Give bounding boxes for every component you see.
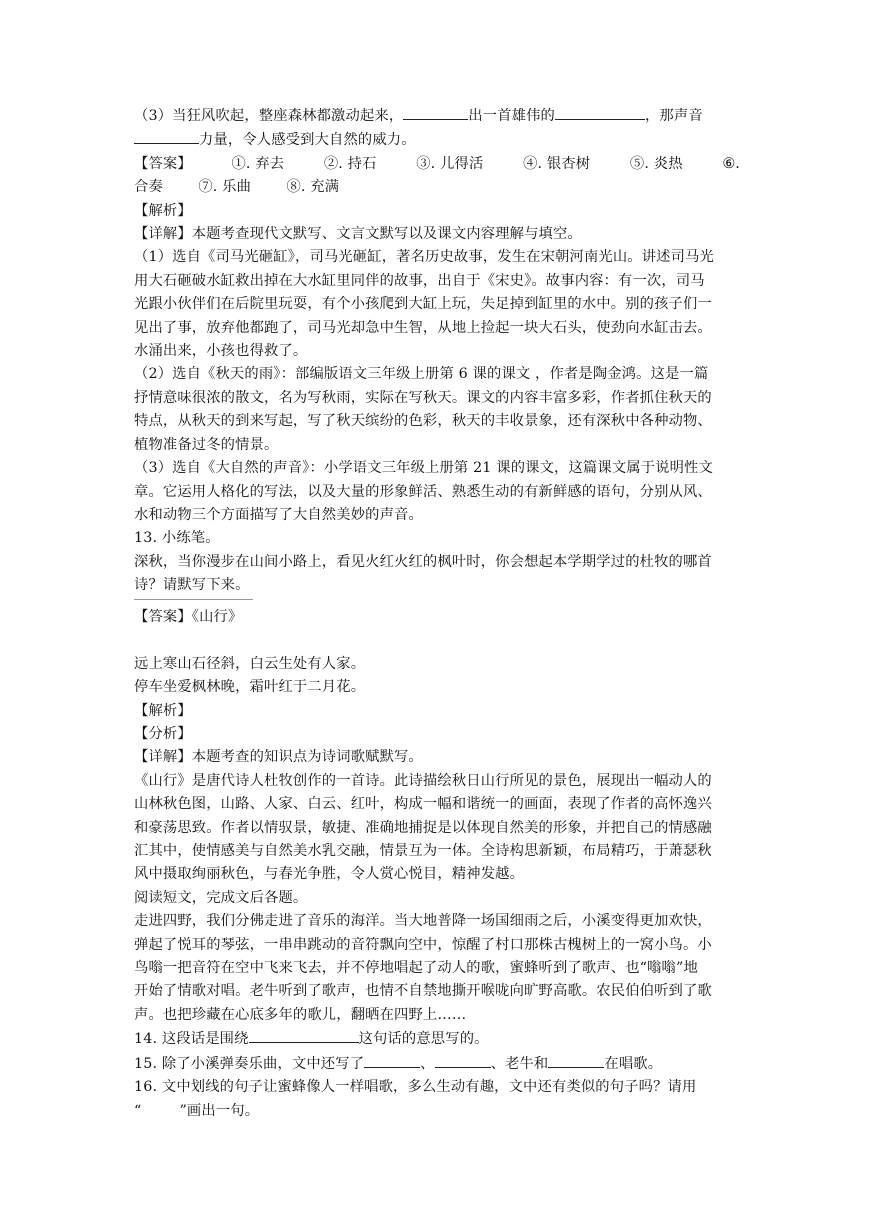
passage-line: 声。也把珍藏在心底多年的歌儿，翻晒在四野上…… xyxy=(134,1006,467,1023)
passage-line: 弹起了悦耳的琴弦，一串串跳动的音符飘向空中，惊醒了村口那株古槐树上的一窝小鸟。小 xyxy=(134,936,712,953)
answer-label: 【答案】 xyxy=(134,155,192,172)
answer-item: ④. 银杏树 xyxy=(523,155,591,172)
passage-line: 开始了情歌对唱。老牛听到了歌声，也情不自禁地撕开喉咙向旷野高歌。农民伯伯听到了歌 xyxy=(134,983,712,1000)
analysis-subheading: 【分析】 xyxy=(134,726,192,743)
passage-line: 鸟嗡一把音符在空中飞来飞去，并不停地唱起了动人的歌，蜜蜂听到了歌声、也“嗡嗡”地 xyxy=(134,960,698,977)
q3-mid: 出一首雄伟的 xyxy=(468,108,555,124)
text-line: 水和动物三个方面描写了大自然美妙的声音。 xyxy=(134,506,423,523)
q3-line2-suffix: 力量，令人感受到大自然的威力。 xyxy=(199,132,416,149)
q13-answer-section xyxy=(134,606,740,1123)
text-line: （3）选自《大自然的声音》：小学语文三年级上册第 21 课的课文，这篇课文属于说明性文 xyxy=(134,460,713,477)
q3-line1 xyxy=(134,104,740,128)
text-line: 汇其中，使情感美与自然美水乳交融，情景互为一体。全诗构思新颖，布局精巧，于萧瑟秋 xyxy=(134,843,712,860)
q13-answer: 【答案】《山行》 xyxy=(134,609,243,625)
q15-sep: 、 xyxy=(420,1055,435,1072)
q15-blank-1[interactable] xyxy=(364,1052,420,1068)
text-line: 章。它运用人格化的写法，以及大量的形象鲜活、熟悉生动的有新鲜感的语句，分别从风、 xyxy=(134,483,712,500)
q15-blank-3[interactable] xyxy=(548,1052,604,1068)
answer-item: 合奏 xyxy=(134,179,163,196)
text-line: 深秋，当你漫步在山间小路上，看见火红火红的枫叶时，你会想起本学期学过的杜牧的哪首 xyxy=(134,553,712,570)
text-line: 抒情意味很浓的散文，名为写秋雨，实际在写秋天。课文的内容丰富多彩，作者抓住秋天的 xyxy=(134,389,712,406)
answer-divider xyxy=(134,599,253,600)
question-16: 16. 文中划线的句子让蜜蜂像人一样唱歌，多么生动有趣，文中还有类似的句子吗？请用 xyxy=(134,1079,697,1096)
text-line: 【详解】本题考查现代文默写、文言文默写以及课文内容理解与填空。 xyxy=(134,226,582,243)
q15-blank-2[interactable] xyxy=(435,1052,491,1068)
q14-prefix: 14. 这段话是围绕 xyxy=(134,1031,249,1048)
q3-line2 xyxy=(134,128,740,152)
question-15 xyxy=(134,1052,740,1076)
text-line: 和豪荡思致。作者以情驭景，敏捷、准确地捕捉是以体现自然美的形象，并把自己的情感融 xyxy=(134,819,712,836)
q14-blank[interactable] xyxy=(249,1027,359,1043)
text-line: 【详解】本题考查的知识点为诗词歌赋默写。 xyxy=(134,749,423,766)
text-line: 水涌出来，小孩也得救了。 xyxy=(134,343,308,360)
poem-line: 停车坐爱枫林晚，霜叶红于二月花。 xyxy=(134,679,366,696)
q15-sep: 、老牛和 xyxy=(490,1055,549,1072)
question-16-line2 xyxy=(134,1100,740,1123)
text-line: 《山行》是唐代诗人杜牧创作的一首诗。此诗描绘秋日山行所见的景色，展现出一幅动人的 xyxy=(134,772,712,789)
text-line: 特点，从秋天的到来写起，写了秋天缤纷的色彩，秋天的丰收景象，还有深秋中各种动物、 xyxy=(134,413,712,430)
answer-row-2 xyxy=(134,176,740,199)
q3-blank-2[interactable] xyxy=(555,104,645,120)
q16-open-quote: “ xyxy=(134,1102,142,1119)
analysis-heading: 【解析】 xyxy=(134,202,192,219)
text-line: 用大石砸破水缸救出掉在大水缸里同伴的故事，出自于《宋史》。故事内容：有一次，司马 xyxy=(134,272,705,289)
answer-item: ①. 弃去 xyxy=(231,155,285,172)
text-line: （1）选自《司马光砸缸》，司马光砸缸，著名历史故事，发生在宋朝河南光山。讲述司马光 xyxy=(134,249,714,266)
question-14 xyxy=(134,1027,740,1051)
answer-item: ③. 儿得活 xyxy=(416,155,484,172)
q16-close: ”画出一句。 xyxy=(179,1102,260,1119)
answer-item: ⑧. 充满 xyxy=(286,179,340,196)
answer-row xyxy=(134,153,740,176)
text-line: 见出了事，放弃他都跑了，司马光却急中生智，从地上捡起一块大石头，使劲向水缸击去。 xyxy=(134,319,712,336)
answer-item: ⑦. 乐曲 xyxy=(198,179,252,196)
question-13-title: 13. 小练笔。 xyxy=(134,530,220,547)
text-line: 山林秋色图，山路、人家、白云、红叶，构成一幅和谐统一的画面，表现了作者的高怀逸兴 xyxy=(134,796,712,813)
q14-suffix: 这句话的意思写的。 xyxy=(358,1031,489,1048)
q3-blank-1[interactable] xyxy=(403,104,468,120)
q3-section xyxy=(134,104,740,598)
poem-line: 远上寒山石径斜，白云生处有人家。 xyxy=(134,655,366,672)
answer-item: ⑥. xyxy=(722,155,740,172)
text-line: 植物准备过冬的情景。 xyxy=(134,436,279,453)
text-line: 诗？请默写下来。 xyxy=(134,577,250,594)
q3-prefix: （3）当狂风吹起，整座森林都激动起来， xyxy=(134,108,404,124)
reading-instruction: 阅读短文，完成文后各题。 xyxy=(134,889,308,906)
q3-suffix: ，那声音 xyxy=(644,108,703,124)
text-line: （2）选自《秋天的雨》：部编版语文三年级上册第 6 课的课文 ，作者是陶金鸿。这是一篇 xyxy=(134,366,709,383)
analysis-heading: 【解析】 xyxy=(134,702,192,719)
q15-prefix: 15. 除了小溪弹奏乐曲，文中还写了 xyxy=(134,1055,365,1072)
answer-item: ②. 持石 xyxy=(323,155,377,172)
q3-blank-3[interactable] xyxy=(134,128,199,144)
answer-item: ⑤. 炎热 xyxy=(629,155,683,172)
text-line: 风中摄取绚丽秋色，与春光争胜，令人赏心悦目，精神发越。 xyxy=(134,866,525,883)
q15-suffix: 在唱歌。 xyxy=(604,1055,663,1072)
text-line: 光跟小伙伴们在后院里玩耍，有个小孩爬到大缸上玩，失足掉到缸里的水中。别的孩子们一 xyxy=(134,296,712,313)
passage-line: 走进四野，我们分佛走进了音乐的海洋。当大地普降一场国细雨之后，小溪变得更加欢快， xyxy=(134,913,712,930)
